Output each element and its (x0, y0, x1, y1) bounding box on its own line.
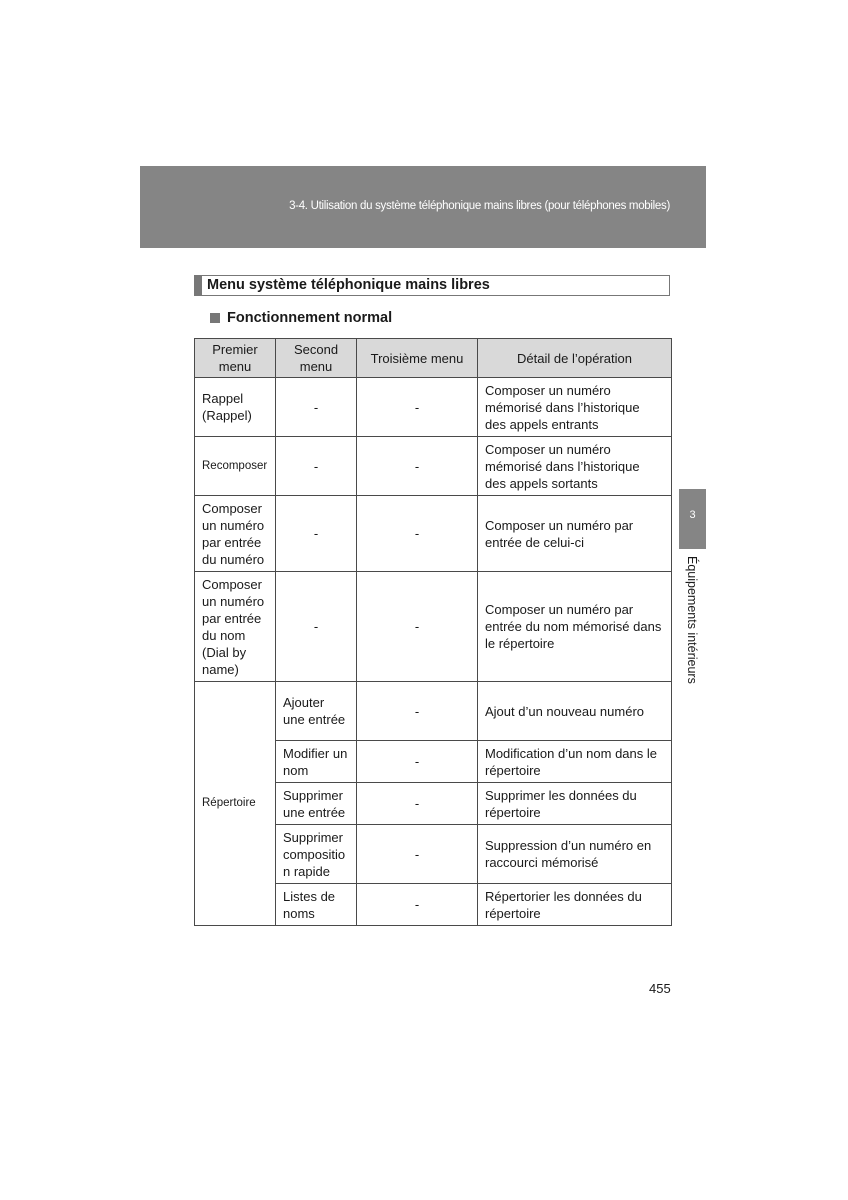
first-menu-cell: Composer un numéro par entrée du numéro (195, 496, 276, 572)
detail-cell: Modification d’un nom dans le répertoire (478, 741, 672, 783)
third-menu-cell: - (357, 572, 478, 682)
second-menu-cell: - (276, 437, 357, 496)
chapter-tab (679, 489, 706, 549)
breadcrumb: 3-4. Utilisation du système téléphonique mains libres (pour téléphones mobiles) (289, 200, 670, 212)
page-number: 455 (649, 981, 671, 996)
column-header: Détail de l’opération (478, 339, 672, 378)
column-header: Troisième menu (357, 339, 478, 378)
third-menu-cell: - (357, 682, 478, 741)
chapter-header-band (140, 166, 706, 248)
second-menu-cell: Listes de noms (276, 884, 357, 926)
first-menu-cell: Composer un numéro par entrée du nom (Dial by name) (195, 572, 276, 682)
square-bullet-icon (210, 313, 220, 323)
menu-table (194, 338, 672, 926)
detail-cell: Composer un numéro mémorisé dans l’historique des appels sortants (478, 437, 672, 496)
second-menu-cell: - (276, 378, 357, 437)
subsection-title: Fonctionnement normal (227, 310, 393, 326)
table-header-row (195, 339, 672, 378)
detail-cell: Composer un numéro par entrée du nom mémorisé dans le répertoire (478, 572, 672, 682)
second-menu-cell: - (276, 496, 357, 572)
subsection-heading (210, 310, 392, 326)
first-menu-cell: Rappel (Rappel) (195, 378, 276, 437)
detail-cell: Composer un numéro mémorisé dans l’historique des appels entrants (478, 378, 672, 437)
table-row (195, 682, 672, 741)
second-menu-cell: Supprimer une entrée (276, 783, 357, 825)
section-title: Menu système téléphonique mains libres (207, 277, 490, 293)
chapter-label: Équipements intérieurs (685, 556, 699, 684)
section-title-marker (195, 276, 202, 295)
detail-cell: Ajout d’un nouveau numéro (478, 682, 672, 741)
second-menu-cell: Ajouter une entrée (276, 682, 357, 741)
table-row (195, 496, 672, 572)
detail-cell: Supprimer les données du répertoire (478, 783, 672, 825)
third-menu-cell: - (357, 783, 478, 825)
section-title-box (194, 275, 670, 296)
third-menu-cell: - (357, 496, 478, 572)
first-menu-cell: Recomposer (195, 437, 276, 496)
detail-cell: Composer un numéro par entrée de celui-ci (478, 496, 672, 572)
second-menu-cell: Modifier un nom (276, 741, 357, 783)
third-menu-cell: - (357, 741, 478, 783)
first-menu-cell-repertoire: Répertoire (195, 682, 276, 926)
column-header: Premier menu (195, 339, 276, 378)
third-menu-cell: - (357, 437, 478, 496)
third-menu-cell: - (357, 378, 478, 437)
table-row (195, 437, 672, 496)
third-menu-cell: - (357, 825, 478, 884)
table-row (195, 572, 672, 682)
table-row (195, 378, 672, 437)
detail-cell: Suppression d’un numéro en raccourci mémorisé (478, 825, 672, 884)
second-menu-cell: Supprimer compositio n rapide (276, 825, 357, 884)
second-menu-cell: - (276, 572, 357, 682)
third-menu-cell: - (357, 884, 478, 926)
detail-cell: Répertorier les données du répertoire (478, 884, 672, 926)
chapter-number: 3 (689, 509, 696, 521)
column-header: Second menu (276, 339, 357, 378)
